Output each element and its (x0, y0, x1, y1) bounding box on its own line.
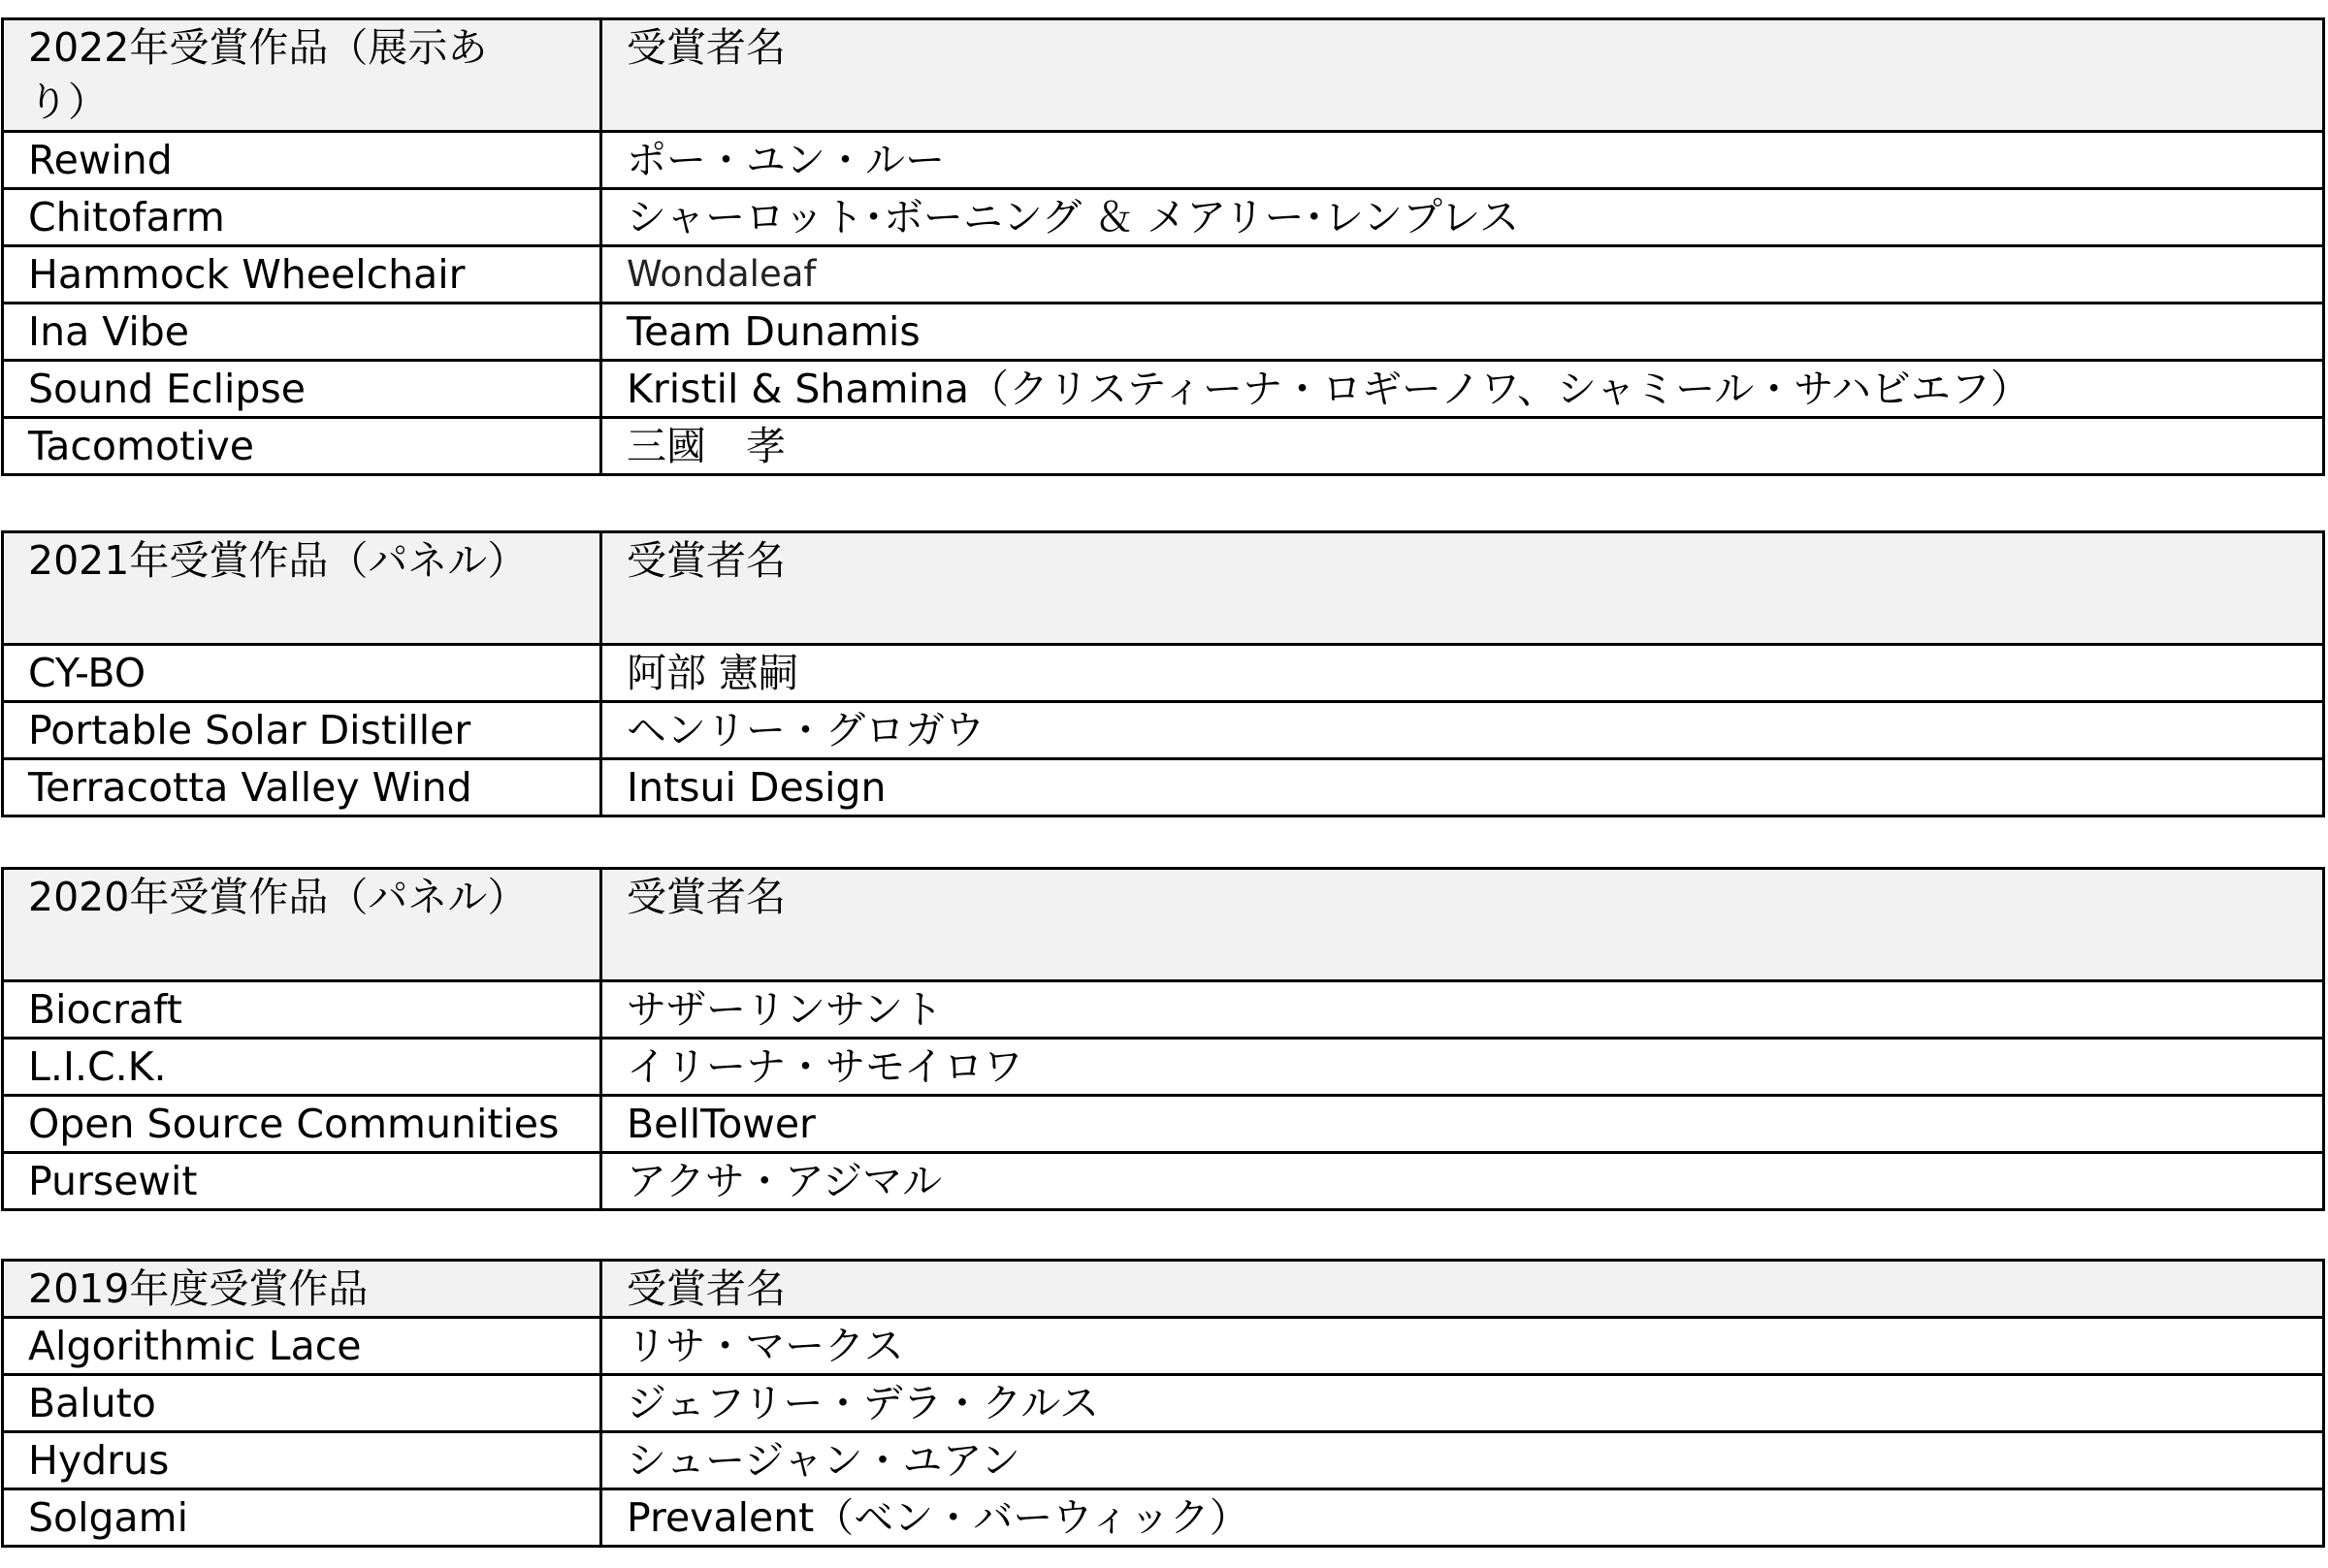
work-cell: Hammock Wheelchair (3, 246, 601, 304)
work-cell: CY-BO (3, 645, 601, 702)
table-row (3, 1375, 2324, 1432)
table-header-row (3, 1261, 2324, 1318)
header-work-cell: 2021年受賞作品（パネル） (3, 532, 601, 645)
winner-cell: BellTower (601, 1096, 2324, 1153)
award-table-2019 (1, 1259, 2325, 1548)
winner-cell: サザーリンサント (601, 981, 2324, 1039)
work-cell: Tacomotive (3, 418, 601, 475)
winner-cell: 三國 孝 (601, 418, 2324, 475)
table-row (3, 1096, 2324, 1153)
winner-cell: Wondaleaf (601, 246, 2324, 304)
table-row (3, 759, 2324, 816)
work-cell: L.I.C.K. (3, 1039, 601, 1096)
award-table-2021 (1, 530, 2325, 817)
winner-cell: ジェフリー・デラ・クルス (601, 1375, 2324, 1432)
winner-cell: シャーロット･ボーニング ＆ メアリー･レンプレス (601, 189, 2324, 246)
header-winner-cell: 受賞者名 (601, 19, 2324, 132)
table-row (3, 645, 2324, 702)
work-cell: Biocraft (3, 981, 601, 1039)
table-row (3, 981, 2324, 1039)
table-row (3, 702, 2324, 759)
winner-cell: Kristil & Shamina（クリスティーナ・ロギーノワ、シャミール・サハビエフ） (601, 361, 2324, 418)
header-work-cell: 2022年受賞作品（展示あり） (3, 19, 601, 132)
header-winner-cell: 受賞者名 (601, 869, 2324, 981)
table-header-row (3, 19, 2324, 132)
table-row (3, 361, 2324, 418)
work-cell: Hydrus (3, 1432, 601, 1489)
award-table-2022 (1, 17, 2325, 476)
work-cell: Ina Vibe (3, 304, 601, 361)
header-winner-cell: 受賞者名 (601, 1261, 2324, 1318)
award-table-2020 (1, 867, 2325, 1211)
work-cell: Solgami (3, 1489, 601, 1547)
header-work-cell: 2019年度受賞作品 (3, 1261, 601, 1318)
winner-cell: Intsui Design (601, 759, 2324, 816)
winner-cell: リサ・マークス (601, 1318, 2324, 1375)
winner-cell: Team Dunamis (601, 304, 2324, 361)
winner-cell: アクサ・アジマル (601, 1153, 2324, 1210)
table-row (3, 1318, 2324, 1375)
winner-cell: ポー・ユン・ルー (601, 132, 2324, 189)
table-row (3, 1039, 2324, 1096)
winner-cell: シュージャン・ユアン (601, 1432, 2324, 1489)
table-row (3, 1432, 2324, 1489)
table-row (3, 1489, 2324, 1547)
work-cell: Rewind (3, 132, 601, 189)
winner-cell: ヘンリー・グロガウ (601, 702, 2324, 759)
header-winner-cell: 受賞者名 (601, 532, 2324, 645)
work-cell: Pursewit (3, 1153, 601, 1210)
work-cell: Sound Eclipse (3, 361, 601, 418)
work-cell: Baluto (3, 1375, 601, 1432)
table-row (3, 132, 2324, 189)
table-row (3, 189, 2324, 246)
work-cell: Open Source Communities (3, 1096, 601, 1153)
work-cell: Portable Solar Distiller (3, 702, 601, 759)
table-row (3, 246, 2324, 304)
winner-cell: イリーナ・サモイロワ (601, 1039, 2324, 1096)
header-work-cell: 2020年受賞作品（パネル） (3, 869, 601, 981)
work-cell: Algorithmic Lace (3, 1318, 601, 1375)
work-cell: Chitofarm (3, 189, 601, 246)
table-row (3, 304, 2324, 361)
winner-cell: Prevalent（ベン・バーウィック） (601, 1489, 2324, 1547)
table-row (3, 1153, 2324, 1210)
winner-cell: 阿部 憲嗣 (601, 645, 2324, 702)
work-cell: Terracotta Valley Wind (3, 759, 601, 816)
table-header-row (3, 869, 2324, 981)
table-row (3, 418, 2324, 475)
table-header-row (3, 532, 2324, 645)
